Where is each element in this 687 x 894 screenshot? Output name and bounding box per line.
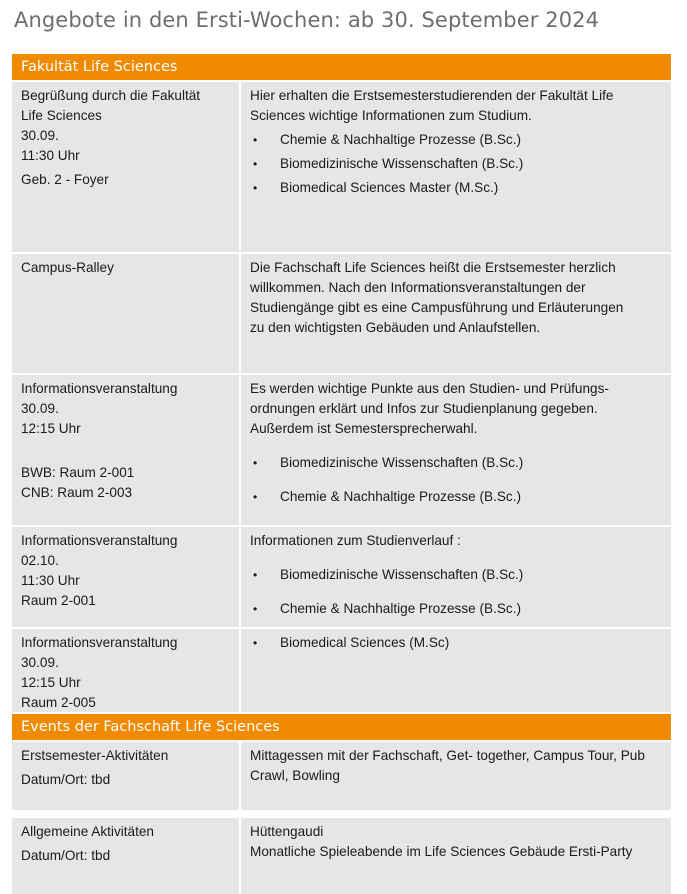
list-item: • Chemie & Nachhaltige Prozesse (B.Sc.): [250, 487, 662, 521]
page-title: Angebote in den Ersti-Wochen: ab 30. September 2024: [14, 8, 600, 32]
event-text: Begrüßung durch die Fakultät: [21, 88, 201, 103]
description-text: willkommen. Nach den Informationsveranstaltungen der: [250, 280, 586, 295]
row-event-cell: [12, 82, 239, 252]
row-description-cell: [241, 527, 671, 627]
schedule-table: [12, 54, 671, 894]
description-text: Hier erhalten die Erstsemesterstudierenden der Fakultät Life: [250, 88, 614, 103]
event-text: Erstsemester-Aktivitäten: [21, 748, 169, 763]
event-location: Geb. 2 - Foyer: [21, 172, 109, 187]
row-description-cell: [241, 742, 671, 810]
program-list: [250, 130, 662, 202]
description-text: Crawl, Bowling: [250, 768, 340, 783]
program-list: [250, 453, 662, 521]
event-text: Informationsveranstaltung: [21, 635, 178, 650]
program-list: [250, 565, 662, 633]
event-date: 02.10.: [21, 553, 59, 568]
row-event-cell: [12, 818, 239, 894]
event-location: Raum 2-001: [21, 593, 96, 608]
description-text: Es werden wichtige Punkte aus den Studien- und Prüfungs-: [250, 381, 609, 396]
section-header-events: Events der Fachschaft Life Sciences: [12, 712, 671, 740]
event-date: 30.09.: [21, 655, 59, 670]
table-row: [12, 525, 671, 627]
description-text: Außerdem ist Semestersprecherwahl.: [250, 421, 478, 436]
event-time: 11:30 Uhr: [21, 573, 80, 588]
description-text: Hüttengaudi: [250, 824, 324, 839]
list-item: • Biomedizinische Wissenschaften (B.Sc.): [250, 453, 662, 487]
program-list: [250, 633, 662, 657]
event-text: Informationsveranstaltung: [21, 533, 178, 548]
row-description-cell: [241, 629, 671, 712]
table-row: [12, 252, 671, 373]
row-description-cell: [241, 82, 671, 252]
event-date: 30.09.: [21, 128, 59, 143]
event-text: Allgemeine Aktivitäten: [21, 824, 154, 839]
event-text: Campus-Ralley: [21, 260, 114, 275]
event-location: CNB: Raum 2-003: [21, 485, 133, 500]
event-location: Datum/Ort: tbd: [21, 772, 111, 787]
table-row: [12, 740, 671, 810]
event-time: 11:30 Uhr: [21, 148, 80, 163]
description-text: Sciences wichtige Informationen zum Studium.: [250, 108, 532, 123]
table-row: [12, 810, 671, 894]
description-text: zu den wichtigsten Gebäuden und Anlaufstellen.: [250, 320, 541, 335]
event-date: 30.09.: [21, 401, 59, 416]
row-description-cell: [241, 375, 671, 525]
event-location: Datum/Ort: tbd: [21, 848, 111, 863]
list-item: • Chemie & Nachhaltige Prozesse (B.Sc.): [250, 130, 662, 154]
list-item: • Biomedical Sciences Master (M.Sc.): [250, 178, 662, 202]
list-item: • Chemie & Nachhaltige Prozesse (B.Sc.): [250, 599, 662, 633]
list-item: • Biomedizinische Wissenschaften (B.Sc.): [250, 565, 662, 599]
row-description-cell: [241, 254, 671, 373]
row-event-cell: [12, 254, 239, 373]
row-event-cell: [12, 375, 239, 525]
table-row: [12, 373, 671, 525]
description-text: Studiengänge gibt es eine Campusführung und Erläuterungen: [250, 300, 624, 315]
event-text: Life Sciences: [21, 108, 102, 123]
table-row: [12, 627, 671, 712]
description-text: Die Fachschaft Life Sciences heißt die Erstsemester herzlich: [250, 260, 616, 275]
event-time: 12:15 Uhr: [21, 675, 81, 690]
row-event-cell: [12, 742, 239, 810]
list-item: • Biomedical Sciences (M.Sc): [250, 633, 662, 657]
row-description-cell: [241, 818, 671, 894]
description-text: Mittagessen mit der Fachschaft, Get- together, Campus Tour, Pub: [250, 748, 645, 763]
event-text: Informationsveranstaltung: [21, 381, 178, 396]
description-text: Informationen zum Studienverlauf :: [250, 533, 461, 548]
row-event-cell: [12, 629, 239, 712]
list-item: • Biomedizinische Wissenschaften (B.Sc.): [250, 154, 662, 178]
event-time: 12:15 Uhr: [21, 421, 81, 436]
event-location: Raum 2-005: [21, 695, 96, 710]
event-location: BWB: Raum 2-001: [21, 465, 135, 480]
table-row: [12, 80, 671, 252]
description-text: Monatliche Spieleabende im Life Sciences Gebäude Ersti-Party: [250, 844, 633, 859]
description-text: ordnungen erklärt und Infos zur Studienplanung gegeben.: [250, 401, 598, 416]
section-header-fakultaet: Fakultät Life Sciences: [12, 54, 671, 80]
row-event-cell: [12, 527, 239, 627]
